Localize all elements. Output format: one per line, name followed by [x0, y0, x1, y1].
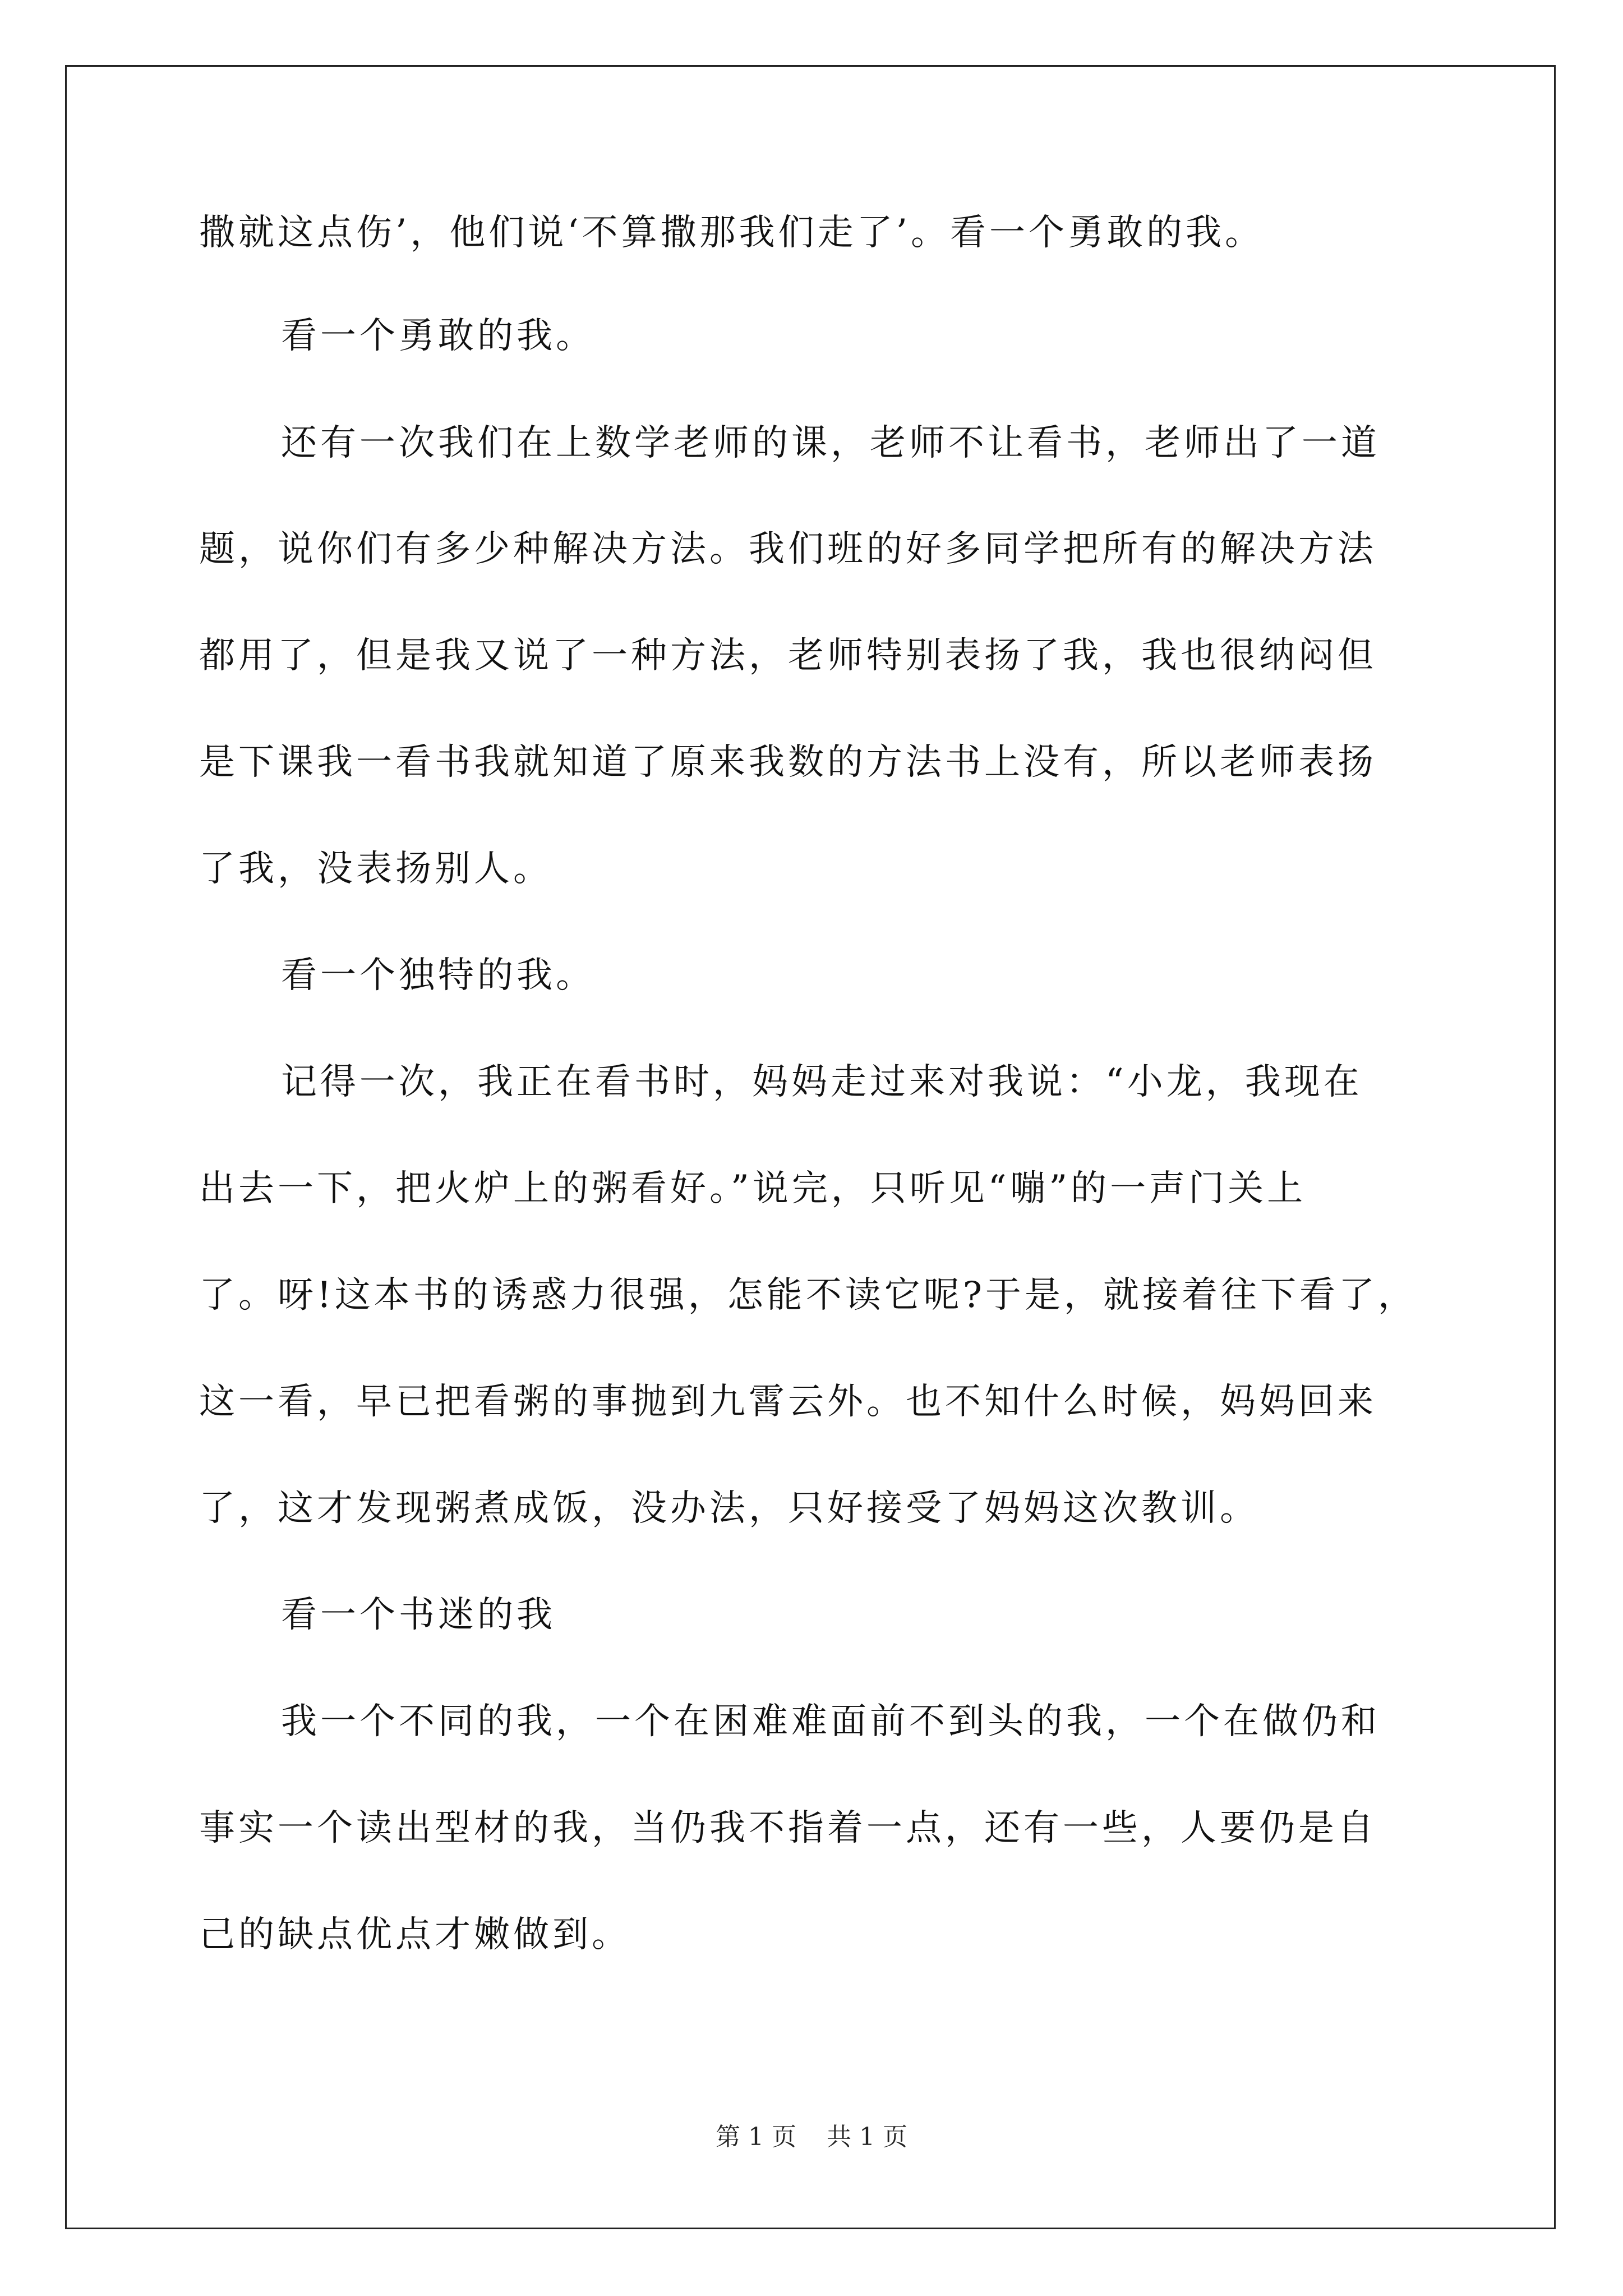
page-border [65, 65, 1556, 2229]
text-line: 撒就这点伤’，他们说‘不算撒那我们走了’。看一个勇敢的我。 [199, 212, 1265, 254]
text-line: 了。呀!这本书的诱惑力很强，怎能不读它呢?于是，就接着往下看了， [199, 1274, 1418, 1316]
text-line: 都用了，但是我又说了一种方法，老师特别表扬了我，我也很纳闷但 [199, 635, 1377, 677]
text-line: 看一个书迷的我 [281, 1594, 556, 1636]
text-line: 题，说你们有多少种解决方法。我们班的好多同学把所有的解决方法 [199, 528, 1377, 570]
text-line: 了我，没表扬别人。 [199, 848, 552, 890]
text-line: 了，这才发现粥煮成饭，没办法，只好接受了妈妈这次教训。 [199, 1488, 1259, 1529]
page-footer [0, 2120, 1623, 2154]
text-line: 我一个不同的我，一个在困难难面前不到头的我，一个在做仍和 [281, 1701, 1380, 1742]
text-line: 看一个独特的我。 [281, 955, 595, 996]
text-line: 看一个勇敢的我。 [281, 315, 595, 357]
page-number-current: 第 1 页 [716, 2123, 796, 2151]
text-line: 出去一下，把火炉上的粥看好。”说完，只听见“嘣”的一声门关上 [199, 1168, 1307, 1209]
text-line: 这一看，早已把看粥的事抛到九霄云外。也不知什么时候，妈妈回来 [199, 1381, 1377, 1423]
text-line: 己的缺点优点才嫩做到。 [199, 1914, 631, 1955]
text-line: 是下课我一看书我就知道了原来我数的方法书上没有，所以老师表扬 [199, 742, 1377, 783]
text-line: 事实一个读出型材的我，当仍我不指着一点，还有一些，人要仍是自 [199, 1807, 1377, 1849]
text-line: 还有一次我们在上数学老师的课，老师不让看书，老师出了一道 [281, 422, 1380, 464]
page-number-total: 共 1 页 [827, 2123, 907, 2151]
text-line: 记得一次，我正在看书时，妈妈走过来对我说：“小龙，我现在 [281, 1061, 1363, 1103]
